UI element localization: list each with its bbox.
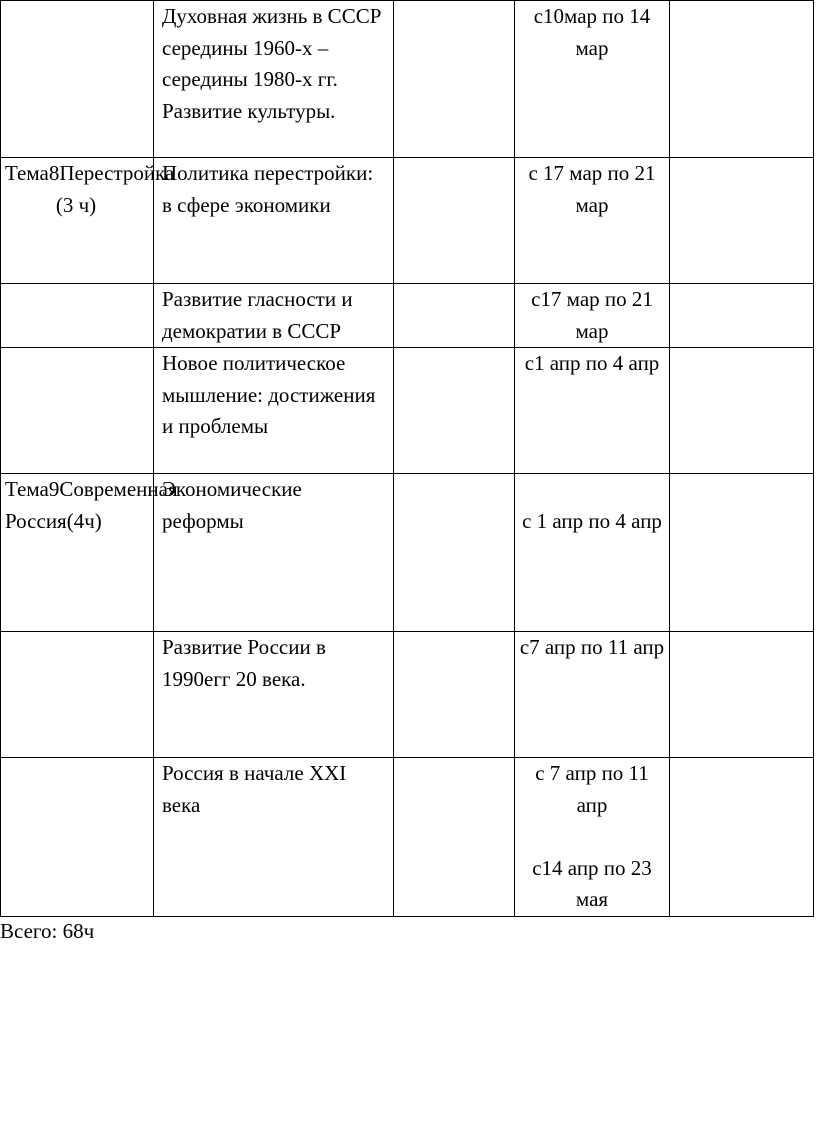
total-hours: Всего: 68ч [0, 919, 95, 943]
lesson-cell: Экономические реформы [154, 474, 394, 632]
empty-cell [670, 1, 814, 158]
table-row [1, 758, 814, 917]
date-text: с 7 апр по 11 апр [535, 761, 649, 817]
lesson-cell: Развитие гласности и демократии в СССР [154, 284, 394, 348]
table-row [1, 1, 814, 158]
topic-cell [1, 1, 154, 158]
table-row [1, 348, 814, 474]
lesson-cell: Политика перестройки: в сфере экономики [154, 158, 394, 284]
topic-cell [1, 348, 154, 474]
empty-cell [394, 474, 515, 632]
date-cell: с7 апр по 11 апр [515, 632, 670, 758]
lesson-cell: Россия в начале XXI века [154, 758, 394, 917]
date-cell [515, 474, 670, 632]
topic-cell: Тема9Современная Россия(4ч) [1, 474, 154, 632]
table-row [1, 474, 814, 632]
empty-cell [394, 284, 515, 348]
date-cell: с17 мар по 21 мар [515, 284, 670, 348]
spacer [519, 474, 665, 506]
topic-cell [1, 758, 154, 917]
date-cell [515, 758, 670, 917]
date-cell: с1 апр по 4 апр [515, 348, 670, 474]
spacer [519, 821, 665, 853]
empty-cell [670, 348, 814, 474]
date-cell: с10мар по 14 мар [515, 1, 670, 158]
date-cell: с 17 мар по 21 мар [515, 158, 670, 284]
empty-cell [670, 284, 814, 348]
topic-cell: Тема8Перестройка (3 ч) [1, 158, 154, 284]
topic-cell [1, 632, 154, 758]
date-text: с 1 апр по 4 апр [522, 508, 662, 533]
empty-cell [670, 632, 814, 758]
date-text-2: с14 апр по 23 мая [532, 855, 652, 911]
empty-cell [394, 348, 515, 474]
empty-cell [670, 158, 814, 284]
topic-cell [1, 284, 154, 348]
table-row [1, 632, 814, 758]
lesson-cell: Новое политическое мышление: достижения и проблемы [154, 348, 394, 474]
empty-cell [670, 474, 814, 632]
empty-cell [394, 158, 515, 284]
table-row [1, 284, 814, 348]
table-row [1, 158, 814, 284]
empty-cell [394, 632, 515, 758]
lesson-cell: Духовная жизнь в СССР середины 1960-х – середины 1980-х гг. Развитие культуры. [154, 1, 394, 158]
empty-cell [670, 758, 814, 917]
empty-cell [394, 1, 515, 158]
empty-cell [394, 758, 515, 917]
lesson-cell: Развитие России в 1990егг 20 века. [154, 632, 394, 758]
